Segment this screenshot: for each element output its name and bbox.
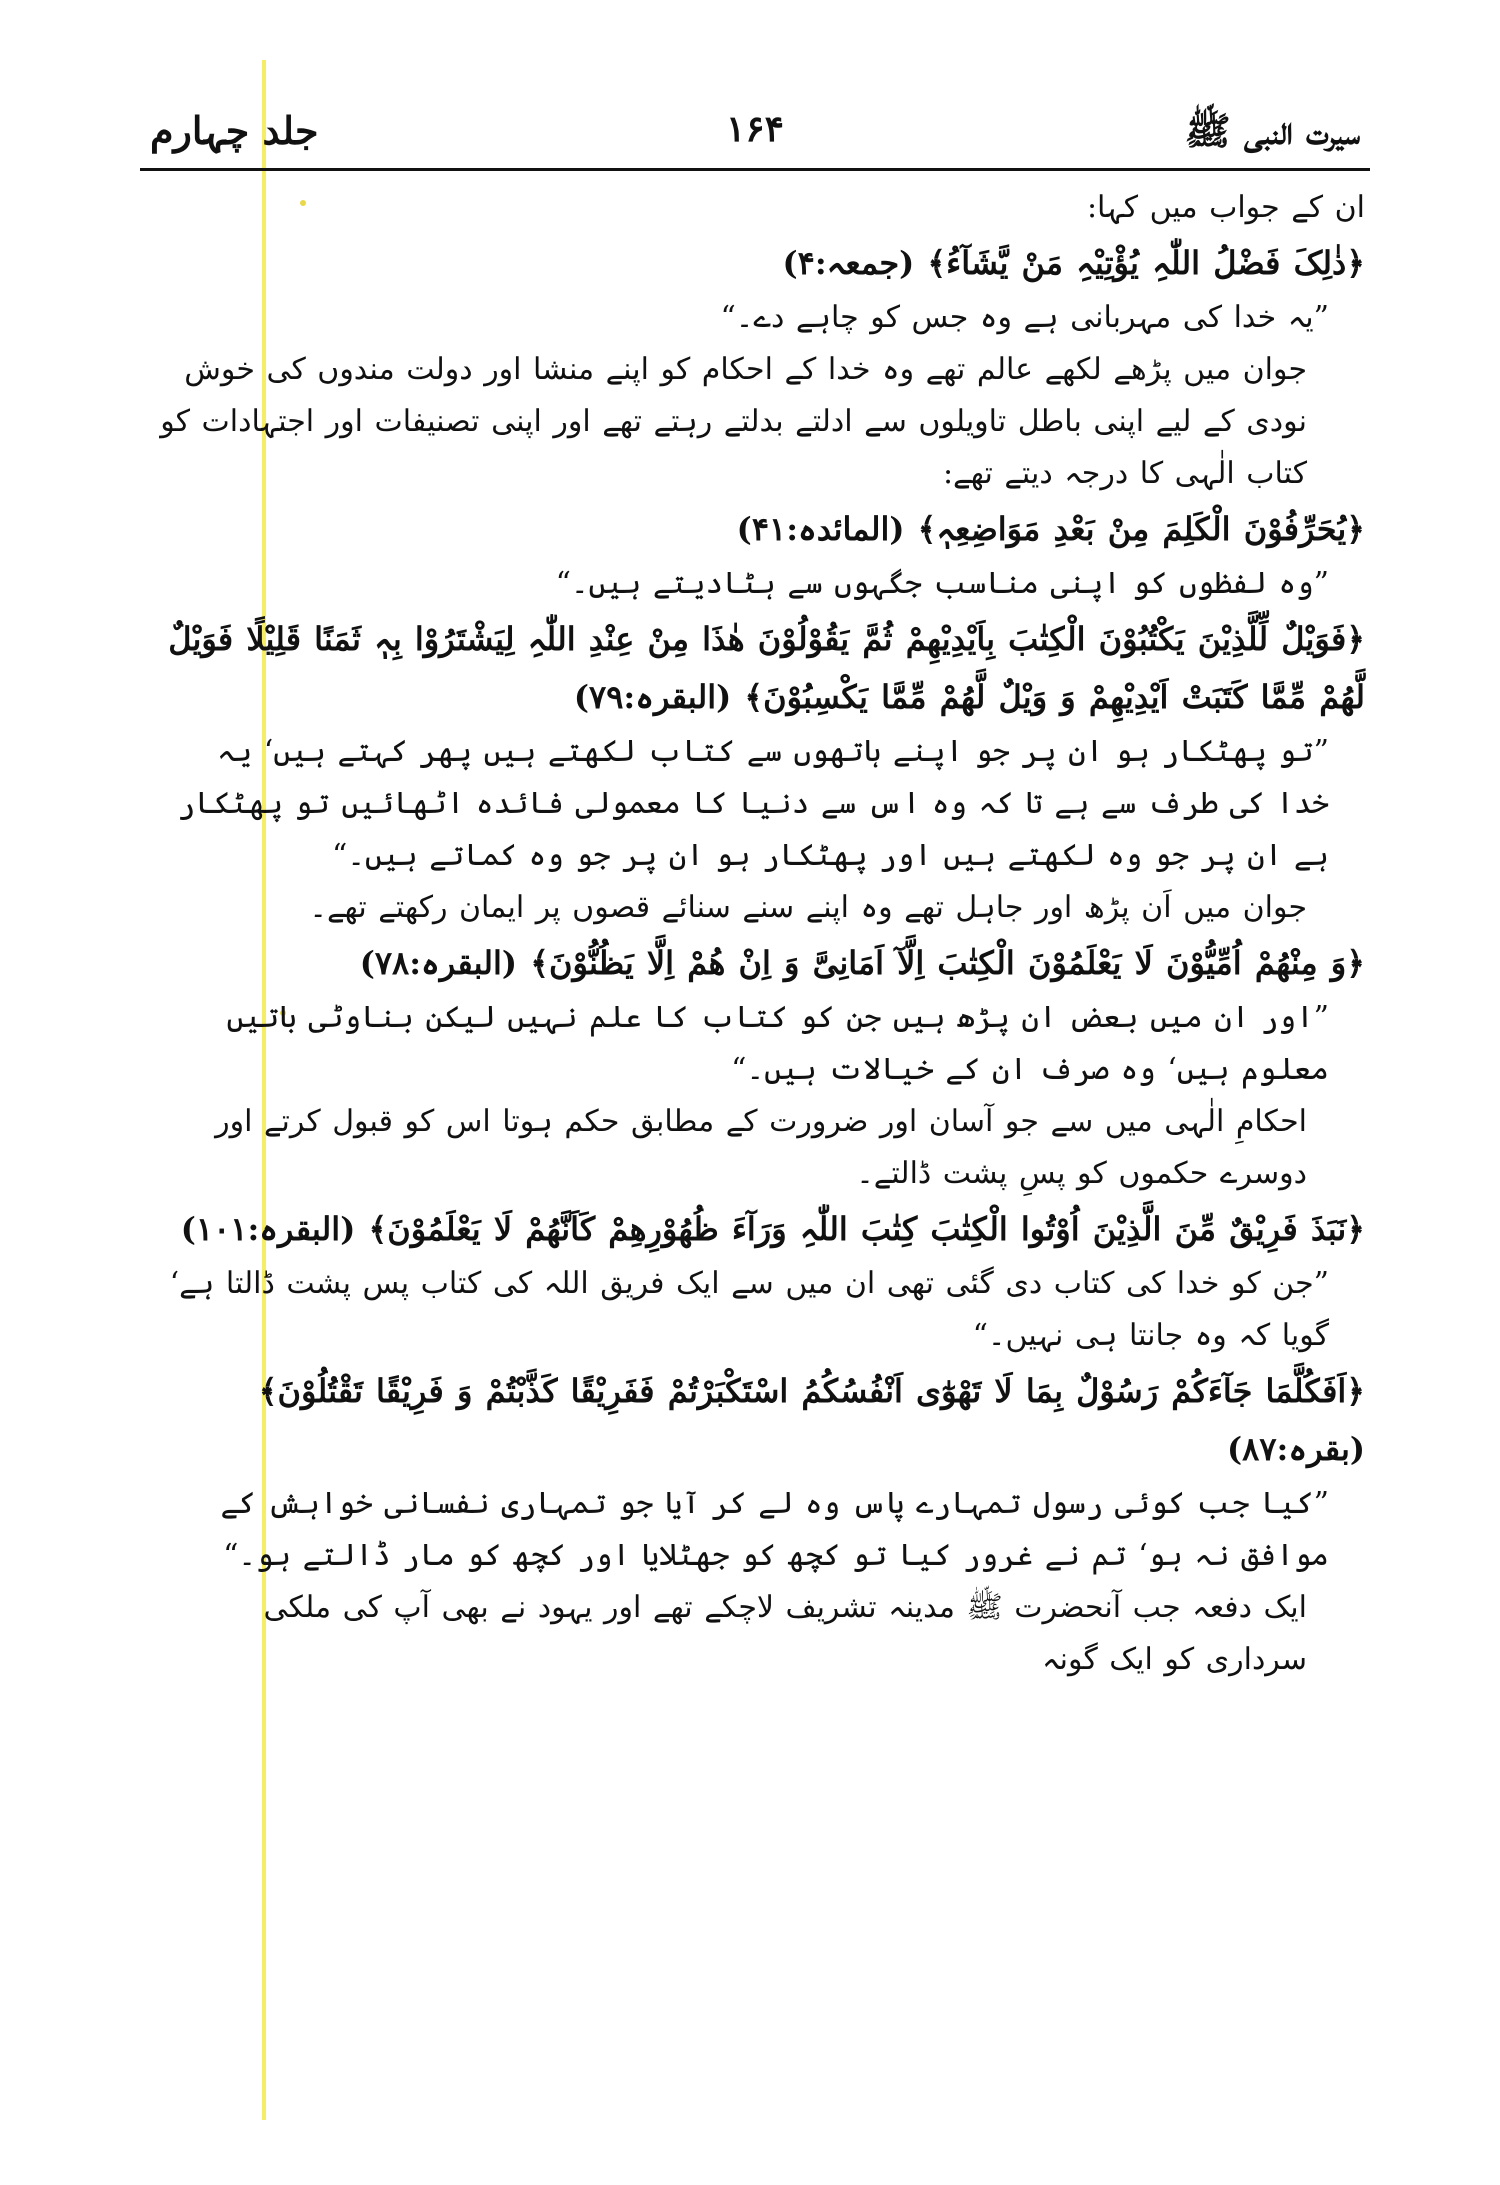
quran-verse: ﴿یُحَرِّفُوْنَ الْکَلِمَ مِنْ بَعْدِ مَوَاضِعِہٖ﴾ (المائدہ:۴۱) xyxy=(736,510,1365,548)
page-number: ۱۶۴ xyxy=(725,108,784,150)
verse-translation: ”اور ان میں بعض ان پڑھ ہیں جن کو کتاب کا علم نہیں لیکن بناوٹی باتیں معلوم ہیں‘ وہ صرف ان کے خیالات ہیں۔“ xyxy=(226,1000,1329,1087)
paragraph: جوان میں پڑھے لکھے عالم تھے وہ خدا کے احکام کو اپنے منشا اور دولت مندوں کی خوش نودی کے لیے اپنی باطل تاویلوں سے ادلتے بدلتے رہتے تھے اور اپنی تصنیفات اور اجتہادات کو کتاب الٰہی کا درجہ دیتے تھے: xyxy=(160,352,1307,491)
intro-line: ان کے جواب میں کہا: xyxy=(1086,190,1365,225)
verse-translation: ”یہ خدا کی مہربانی ہے وہ جس کو چاہے دے۔“ xyxy=(720,300,1329,335)
header-rule xyxy=(140,168,1370,171)
quran-verse: ﴿فَوَیْلٌ لِّلَّذِیْنَ یَکْتُبُوْنَ الْکِتٰبَ بِاَیْدِیْھِمْ ثُمَّ یَقُوْلُوْنَ ھٰذَا مِنْ عِنْدِ اللّٰہِ لِیَشْتَرُوْا بِہٖ ثَمَنًا قَلِیْلًا فَوَیْلٌ لَّھُمْ مِّمَّا کَتَبَتْ اَیْدِیْھِمْ وَ وَیْلٌ لَّھُمْ مِّمَّا یَکْسِبُوْنَ﴾ (البقرہ:۷۹) xyxy=(168,620,1365,716)
page-body xyxy=(160,182,1365,1686)
volume-label: جلد چہارم xyxy=(150,108,319,153)
page-header xyxy=(150,100,1360,160)
quran-verse: ﴿ذٰلِکَ فَضْلُ اللّٰہِ یُؤْتِیْہِ مَنْ یَّشَآءُ﴾ (جمعہ:۴) xyxy=(782,244,1365,282)
paragraph: جوان میں اَن پڑھ اور جاہل تھے وہ اپنے سنے سنائے قصوں پر ایمان رکھتے تھے۔ xyxy=(309,890,1307,925)
quran-verse: ﴿اَفَکُلَّمَا جَآءَکُمْ رَسُوْلٌ بِمَا لَا تَھْوٰٓی اَنْفُسُکُمُ اسْتَکْبَرْتُمْ فَفَرِیْقًا کَذَّبْتُمْ وَ فَرِیْقًا تَقْتُلُوْنَ﴾ (بقرہ:۸۷) xyxy=(258,1372,1365,1468)
verse-translation: ”وہ لفظوں کو اپنی مناسب جگہوں سے ہٹادیتے ہیں۔“ xyxy=(555,566,1329,601)
verse-translation: ”کیا جب کوئی رسول تمہارے پاس وہ لے کر آیا جو تمہاری نفسانی خواہش کے موافق نہ ہو‘ تم نے غرور کیا تو کچھ کو جھٹلایا اور کچھ کو مار ڈالتے ہو۔“ xyxy=(220,1486,1329,1573)
verse-translation: ”تو پھٹکار ہو ان پر جو اپنے ہاتھوں سے کتاب لکھتے ہیں پھر کہتے ہیں‘ یہ خدا کی طرف سے ہے تا کہ وہ اس سے دنیا کا معمولی فائدہ اٹھائیں تو پھٹکار ہے ان پر جو وہ لکھتے ہیں اور پھٹکار ہو ان پر جو وہ کماتے ہیں۔“ xyxy=(177,734,1329,873)
book-title: سیرت النبی ﷺ xyxy=(1184,108,1360,153)
paragraph: ایک دفعہ جب آنحضرت ﷺ مدینہ تشریف لاچکے تھے اور یہود نے بھی آپ کی ملکی سرداری کو ایک گونہ xyxy=(263,1590,1307,1677)
paragraph: احکامِ الٰہی میں سے جو آسان اور ضرورت کے مطابق حکم ہوتا اس کو قبول کرتے اور دوسرے حکموں کو پسِ پشت ڈالتے۔ xyxy=(215,1104,1307,1191)
quran-verse: ﴿نَبَذَ فَرِیْقٌ مِّنَ الَّذِیْنَ اُوْتُوا الْکِتٰبَ کِتٰبَ اللّٰہِ وَرَآءَ ظُھُوْرِھِمْ کَاَنَّھُمْ لَا یَعْلَمُوْنَ﴾ (البقرہ:۱۰۱) xyxy=(180,1210,1365,1248)
quran-verse: ﴿وَ مِنْھُمْ اُمِّیُّوْنَ لَا یَعْلَمُوْنَ الْکِتٰبَ اِلَّآ اَمَانِیَّ وَ اِنْ ھُمْ اِلَّا یَظُنُّوْنَ﴾ (البقرہ:۷۸) xyxy=(359,944,1365,982)
verse-translation: ”جن کو خدا کی کتاب دی گئی تھی ان میں سے ایک فریق اللہ کی کتاب پس پشت ڈالتا ہے‘ گویا کہ وہ جانتا ہی نہیں۔“ xyxy=(169,1266,1329,1353)
